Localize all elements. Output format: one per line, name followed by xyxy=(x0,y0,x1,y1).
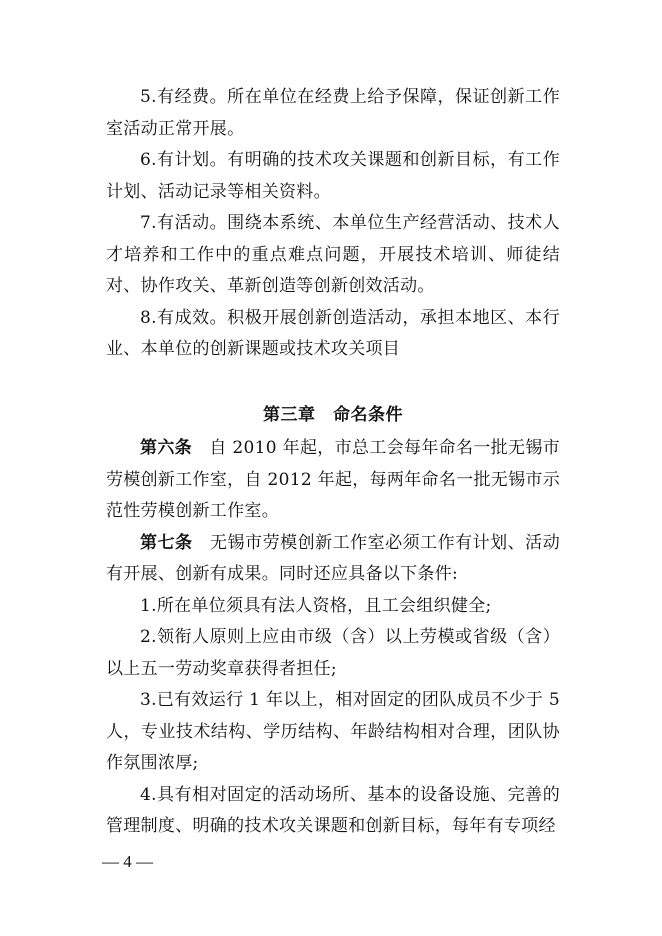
list-item: 3.已有效运行 1 年以上，相对固定的团队成员不少于 5 人，专业技术结构、学历结构、年龄结构相对合理，团队协作氛围浓厚; xyxy=(106,690,560,773)
article-six-text: 自 2010 年起，市总工会每年命名一批无锡市劳模创新工作室，自 2012 年起，每两年命名一批无锡市示范性劳模创新工作室。 xyxy=(106,438,560,521)
list-item: 5.有经费。所在单位在经费上给予保障，保证创新工作室活动正常开展。 xyxy=(106,87,560,139)
list-item: 2.领衔人原则上应由市级（含）以上劳模或省级（含）以上五一劳动奖章获得者担任; xyxy=(106,627,560,679)
article-six xyxy=(106,433,560,528)
article-six-label: 第六条 xyxy=(140,438,193,458)
article-seven-text: 无锡市劳模创新工作室必须工作有计划、活动有开展、创新有成果。同时还应具备以下条件: xyxy=(106,532,560,584)
list-item: 6.有计划。有明确的技术攻关课题和创新目标，有工作计划、活动记录等相关资料。 xyxy=(106,150,560,202)
list-item: 7.有活动。围绕本系统、本单位生产经营活动、技术人才培养和工作中的重点难点问题，开展技术培训、师徒结对、协作攻关、革新创造等创新创效活动。 xyxy=(106,213,560,296)
chapter-title: 第三章 命名条件 xyxy=(263,404,403,425)
list-item: 8.有成效。积极开展创新创造活动，承担本地区、本行业、本单位的创新课题或技术攻关项目 xyxy=(106,307,560,359)
list-item: 4.具有相对固定的活动场所、基本的设备设施、完善的管理制度、明确的技术攻关课题和创新目标，每年有专项经 xyxy=(106,784,560,836)
list-item: 1.所在单位须具有法人资格，且工会组织健全; xyxy=(140,595,492,616)
article-seven xyxy=(106,528,560,591)
page-number: — 4 — xyxy=(102,852,153,871)
article-seven-label: 第七条 xyxy=(140,532,193,553)
document-page xyxy=(106,82,560,843)
